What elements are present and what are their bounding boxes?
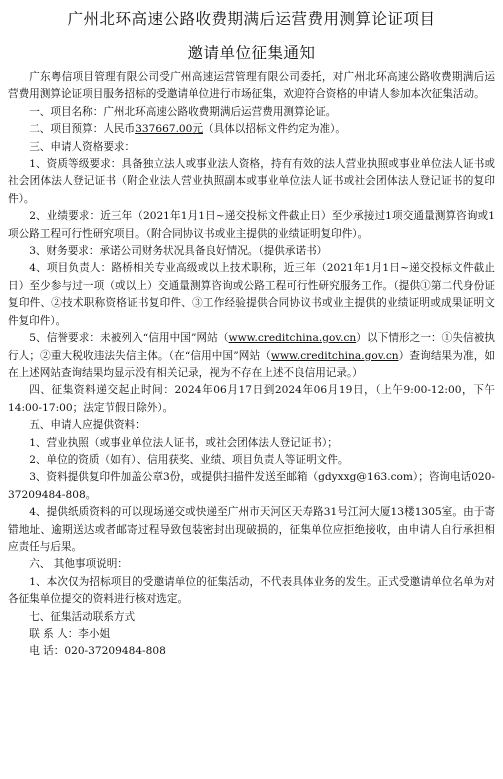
credit-text-a: 5、信誉要求：未被列入“信用中国”网站（: [29, 332, 229, 345]
contact-phone: 电 话：020-37209484-808: [29, 645, 166, 658]
section-5-item-4: 4、提供纸质资料的可以现场递交或快递至广州市天河区天寿路31号江河大厦13楼1305室。由于寄错地址、逾期送达或者邮寄过程导致包装密封出现破损的，征集单位应拒绝接收，由申请人自行承担相应责任与后果。: [8, 506, 495, 553]
section-7-heading: 七、征集活动联系方式: [29, 610, 136, 623]
section-3-item-1: 1、资质等级要求：具备独立法人或事业法人资格，持有有效的法人营业执照或事业单位法人证书或社会团体法人登记证书（附企业法人营业执照副本或事业单位法人证书或社会团体法人登记证书的复印件）。: [8, 158, 495, 205]
section-6-item-1: 1、本次仅为招标项目的受邀请单位的征集活动，不代表具体业务的发生。正式受邀请单位名单为对各征集单位提交的资料进行核对选定。: [8, 575, 495, 606]
section-3-item-5: [8, 330, 495, 382]
budget-label: 二、项目预算：人民币: [29, 123, 136, 136]
section-3-item-4: 4、项目负责人：路桥相关专业高级或以上技术职称，近三年（2021年1月1日~递交投标文件截止日）至少参与过一项（或以上）交通量测算咨询或公路工程可行性研究服务工作。（提供①第二代身份证复印件、②技术职称资格证书复印件、③工作经验提供合同协议书或业主提供的业绩证明或成果证明文件复印件）。: [8, 262, 495, 327]
section-5-item-3: 3、资料提供复印件加盖公章3份，或提供扫描件发送至邮箱（gdyxxg@163.com）；咨询电话020-37209484-808。: [8, 471, 495, 501]
contact-person: 联 系 人：李小姐: [29, 628, 111, 640]
section-2-budget: [8, 121, 495, 138]
document-title-line2: 邀请单位征集通知: [187, 44, 316, 62]
section-5-heading: 五、申请人应提供资料：: [29, 419, 146, 432]
credit-text-c: ）查询结果为准，如在上述网站查询结果均显示没有相关记录，视为不存在上述不良信用记录。）: [8, 349, 496, 379]
section-3-item-3: 3、财务要求：承诺公司财务状况具备良好情况。（提供承诺书）: [29, 245, 328, 258]
section-6-heading: 六、 其他事项说明：: [29, 558, 128, 571]
section-4-submission-time: 四、征集资料递交起止时间：2024年06月17日到2024年06月19日，（上午9:00-12:00，下午14:00-17:00；法定节假日除外）。: [8, 384, 495, 414]
section-5-item-1: 1、营业执照（或事业单位法人证书，或社会团体法人登记证书）；: [29, 436, 338, 449]
creditchina-link-2[interactable]: www.creditchina.gov.cn: [270, 349, 399, 362]
section-1-project-name: 一、项目名称：广州北环高速公路收费期满后运营费用测算论证。: [29, 105, 337, 118]
document-title-line1: 广州北环高速公路收费期满后运营费用测算论证项目: [67, 10, 436, 28]
creditchina-link-1[interactable]: www.creditchina.gov.cn: [228, 332, 357, 345]
budget-note: （具体以招标文件约定为准）。: [203, 123, 347, 136]
section-3-item-2: 2、业绩要求：近三年（2021年1月1日~递交投标文件截止日）至少承接过1项交通量测算咨询或1项公路工程可行性研究项目。（附合同协议书或业主提供的业绩证明复印件）。: [8, 210, 495, 240]
section-3-heading: 三、申请人资格要求：: [29, 140, 136, 153]
intro-paragraph: 广东粤信项目管理有限公司受广州高速运营管理有限公司委托，对广州北环高速公路收费期满后运营费用测算论证项目服务招标的受邀请单位进行市场征集，欢迎符合资格的申请人参加本次征集活动。: [8, 71, 495, 101]
section-5-item-2: 2、单位的资质（如有）、信用获奖、业绩、项目负责人等证明文件。: [29, 453, 349, 466]
budget-amount: 337667.00元: [135, 123, 204, 136]
credit-text-b: ）以下情形之一：①失信被执行人；②重大税收违法失信主体。（在“信用中国”网站（: [8, 332, 496, 362]
